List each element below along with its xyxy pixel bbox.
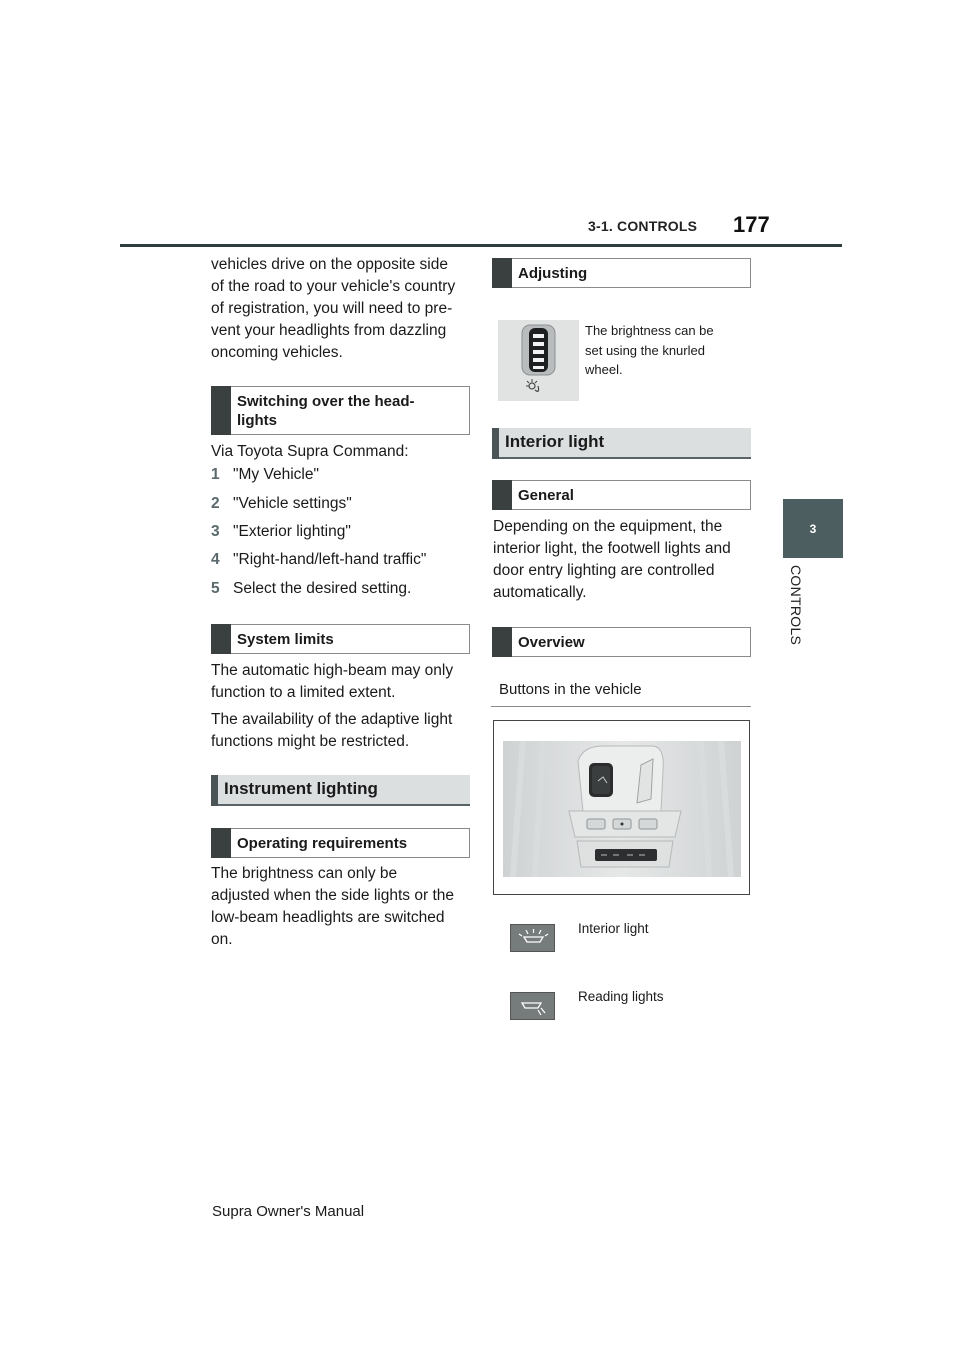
heading-switching-headlights: [211, 386, 470, 435]
heading-overview: [492, 627, 751, 657]
reading-light-caption: Reading lights: [578, 989, 664, 1004]
step-number: 2: [211, 495, 220, 512]
heading-bar: [211, 775, 218, 806]
heading-system-limits: [211, 624, 470, 654]
caption-line: The brightness can be: [585, 323, 714, 338]
heading-text: Overview: [518, 634, 585, 651]
text-line: low-beam headlights are switched: [211, 909, 445, 926]
chapter-label-wrap: [786, 565, 806, 665]
text-line: functions might be restricted.: [211, 733, 410, 750]
heading-bar: [492, 258, 512, 288]
reading-light-icon: [510, 992, 555, 1020]
step-text: "Exterior lighting": [233, 523, 351, 540]
step-item: [211, 523, 351, 541]
wheel-caption: [585, 321, 714, 380]
text-line: vent your headlights from dazzling: [211, 322, 447, 339]
heading-bar: [492, 627, 512, 657]
section-title: 3-1. CONTROLS: [588, 218, 698, 234]
step-item: [211, 580, 411, 598]
via-command-text: Via Toyota Supra Command:: [211, 443, 409, 460]
chapter-tab: [783, 499, 843, 558]
heading-bar: [211, 828, 231, 858]
limits-paragraph-1: [211, 660, 453, 704]
text-line: adjusted when the side lights or the: [211, 887, 454, 904]
interior-light-icon: [510, 924, 555, 952]
heading-bar: [492, 428, 499, 459]
text-line: door entry lighting are controlled: [493, 562, 715, 579]
heading-text: Operating requirements: [237, 835, 408, 852]
step-number: 4: [211, 551, 220, 568]
chapter-number: 3: [809, 521, 817, 536]
text-line: vehicles drive on the opposite side: [211, 256, 448, 273]
step-text: "My Vehicle": [233, 466, 319, 483]
heading-instrument-lighting: [211, 775, 470, 806]
text-line: on.: [211, 931, 233, 948]
text-line: Depending on the equipment, the: [493, 518, 723, 535]
heading-text: Adjusting: [518, 265, 588, 282]
heading-text: Interior light: [505, 432, 605, 451]
heading-line: lights: [237, 412, 277, 429]
caption-line: set using the knurled: [585, 342, 705, 358]
header-rule: [120, 244, 842, 247]
step-text: "Vehicle settings": [233, 495, 352, 512]
text-line: of the road to your vehicle's country: [211, 278, 456, 295]
heading-text: Instrument lighting: [224, 779, 378, 798]
text-line: automatically.: [493, 584, 587, 601]
chapter-label: CONTROLS: [788, 565, 804, 646]
overhead-console-illustration: [503, 741, 741, 877]
step-number: 1: [211, 466, 220, 483]
intro-paragraph: [211, 254, 455, 364]
caption-line: wheel.: [585, 362, 623, 377]
text-line: The availability of the adaptive light: [211, 711, 453, 728]
footer-text: Supra Owner's Manual: [212, 1203, 365, 1220]
step-item: [211, 466, 319, 484]
buttons-in-vehicle-label: Buttons in the vehicle: [499, 681, 642, 698]
text-line: The brightness can only be: [211, 865, 398, 882]
text-line: function to a limited extent.: [211, 684, 396, 701]
step-text: Select the desired setting.: [233, 580, 412, 597]
limits-paragraph-2: [211, 709, 452, 753]
step-item: [211, 551, 426, 569]
heading-text: [237, 392, 415, 430]
heading-operating-requirements: [211, 828, 470, 858]
buttons-in-vehicle-label-row: [491, 676, 751, 707]
heading-general: [492, 480, 751, 510]
heading-text: System limits: [237, 631, 334, 648]
heading-bar: [211, 624, 231, 654]
general-paragraph: [493, 516, 731, 604]
heading-bar: [211, 386, 231, 435]
knurled-wheel-image: [498, 320, 579, 401]
heading-bar: [492, 480, 512, 510]
text-line: of registration, you will need to pre-: [211, 300, 453, 317]
heading-interior-light: [492, 428, 751, 459]
heading-adjusting: [492, 258, 751, 288]
heading-line: Switching over the head-: [237, 393, 415, 410]
text-line: interior light, the footwell lights and: [493, 540, 731, 557]
overhead-console-figure: [493, 720, 750, 895]
step-number: 5: [211, 580, 220, 597]
step-item: [211, 495, 352, 513]
text-line: The automatic high-beam may only: [211, 662, 454, 679]
heading-text: General: [518, 487, 574, 504]
step-number: 3: [211, 523, 220, 540]
interior-light-caption: Interior light: [578, 921, 649, 936]
brightness-paragraph: [211, 863, 454, 951]
knurled-wheel-illustration: [498, 320, 579, 401]
step-text: "Right-hand/left-hand traffic": [233, 551, 427, 568]
page-number: 177: [733, 212, 770, 237]
text-line: oncoming vehicles.: [211, 344, 343, 361]
